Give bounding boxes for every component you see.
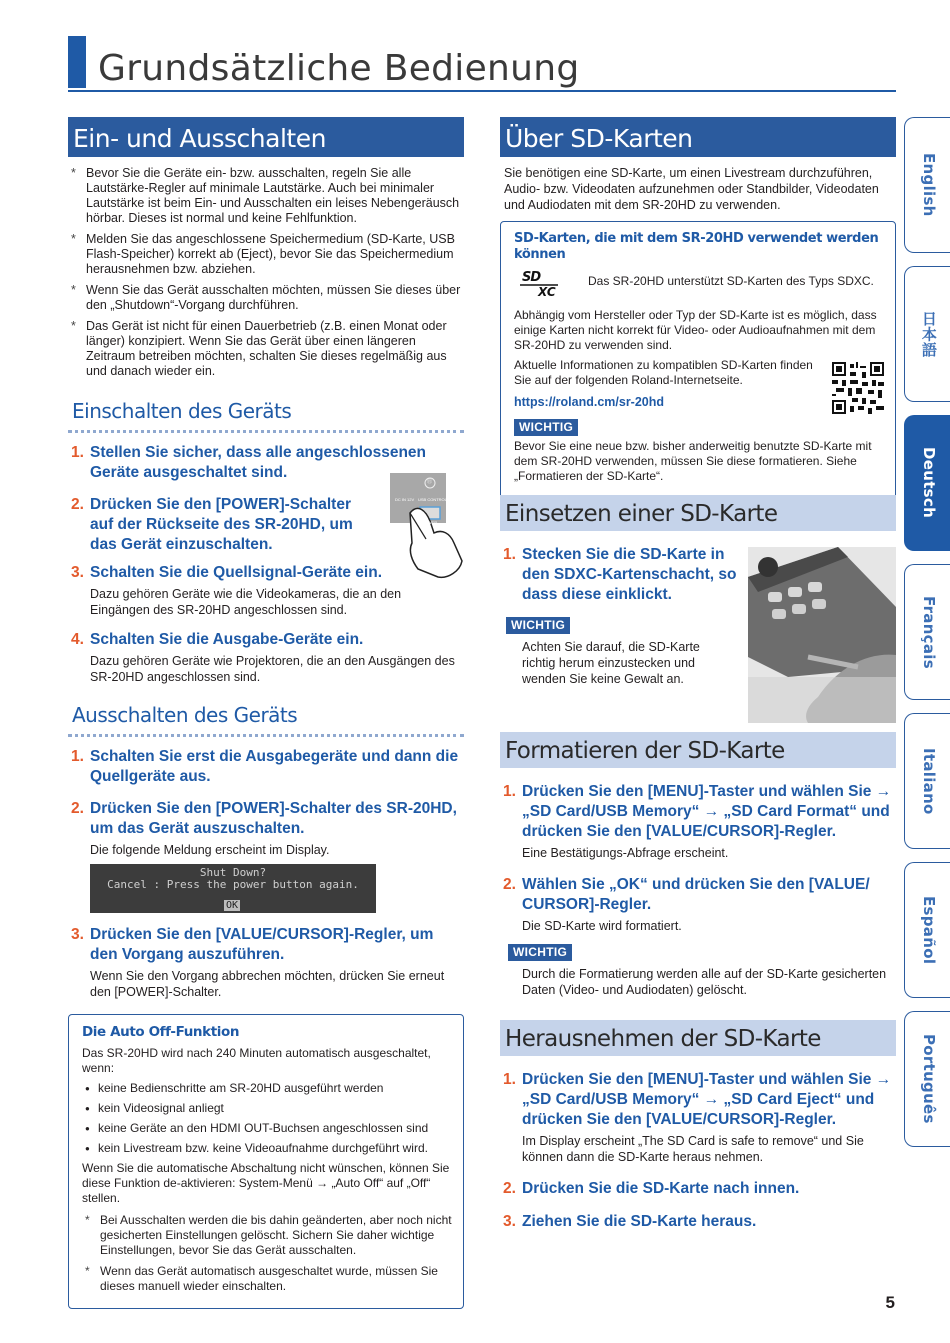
insert-section	[500, 495, 896, 687]
panel-label-right: USB CONTROL	[418, 497, 447, 502]
page-title: Grundsätzliche Bedienung	[98, 48, 580, 89]
step-text: Drücken Sie den [VALUE/CURSOR]-Regler, um den Vorgang auszuführen.	[90, 926, 434, 963]
step-text: Drücken Sie die SD-Karte nach innen.	[522, 1180, 800, 1197]
step-description: Die folgende Meldung erscheint im Display.	[90, 843, 330, 857]
format-heading: Formatieren der SD-Karte	[500, 732, 896, 768]
auto-off-box	[68, 1014, 464, 1309]
step-description: Eine Bestätigungs-Abfrage erscheint.	[522, 846, 729, 860]
panel-label-top: Ⓡ	[427, 479, 433, 485]
lcd-line: Shut Down?	[199, 866, 267, 879]
tab-italiano[interactable]	[904, 713, 950, 849]
condition-item: ● kein Livestream bzw. keine Videoaufnahme durchgeführt wird.	[82, 1141, 455, 1156]
step-description: Die SD-Karte wird formatiert.	[522, 919, 682, 933]
format-step	[500, 782, 896, 861]
auto-off-notes	[82, 1213, 455, 1294]
sd-intro: Sie benötigen eine SD-Karte, um einen Livestream durchzuführen, Audio- bzw. Videodaten aufzunehmen oder Standbilder, Videodaten und Audiodaten mit dem SR-20HD zu verwenden.	[504, 166, 879, 212]
step-number: 2.	[71, 800, 84, 817]
sdxc-logo-top: SD	[522, 269, 541, 285]
important-badge: WICHTIG	[514, 419, 578, 436]
tab-label: English	[919, 153, 938, 217]
step-number: 2.	[503, 876, 516, 893]
step-text: Wählen Sie „OK“ und drücken Sie den [VALUE/ CURSOR]-Regler.	[522, 876, 870, 913]
tab-label: Español	[919, 895, 938, 965]
auto-off-conditions	[82, 1081, 455, 1156]
power-off-step	[68, 747, 464, 787]
remove-heading: Herausnehmen der SD-Karte	[500, 1020, 896, 1056]
step-number: 1.	[503, 1071, 516, 1088]
power-note: * Melden Sie das angeschlossene Speichermedium (SD-Karte, USB Flash-Speicher) korrekt ab (Eject), bevor Sie das Speichermedium herausnehmen bzw. abziehen.	[68, 232, 464, 277]
power-off-section	[68, 703, 464, 1000]
auto-off-note: * Bei Ausschalten werden die bis dahin geänderten, aber noch nicht gesicherten Einstellungen gelöscht. Sichern Sie daher wichtige Einstellungen, bevor Sie das Gerät ausschalten.	[82, 1213, 455, 1258]
step-text: Ziehen Sie die SD-Karte heraus.	[522, 1213, 757, 1230]
tab-francais[interactable]	[904, 564, 950, 700]
title-rule	[68, 90, 896, 92]
step-text: Schalten Sie die Ausgabe-Geräte ein.	[90, 631, 364, 648]
step-number: 3.	[503, 1213, 516, 1230]
power-note: * Wenn Sie das Gerät ausschalten möchten, müssen Sie dieses über den „Shutdown“-Vorgang durchführen.	[68, 283, 464, 313]
format-important-text: Durch die Formatierung werden alle auf der SD-Karte gesicherten Daten (Video- und Audiodaten) gelöscht.	[522, 967, 887, 997]
power-notes	[68, 166, 464, 379]
panel-label-bottom: POWER	[422, 520, 438, 525]
power-off-heading: Ausschalten des Geräts	[72, 703, 298, 727]
power-on-step	[68, 630, 464, 685]
step-number: 3.	[71, 926, 84, 943]
tab-label: Italiano	[919, 747, 938, 815]
lcd-display	[90, 864, 376, 913]
page-number: 5	[885, 1293, 895, 1312]
remove-step	[500, 1179, 896, 1199]
power-on-step	[68, 495, 358, 555]
tab-label: Français	[919, 595, 938, 669]
lcd-line: Cancel : Press the power button again.	[107, 878, 359, 891]
step-description: Dazu gehören Geräte wie Projektoren, die an den Ausgängen des SR-20HD angeschlossen sind.	[90, 654, 455, 684]
step-number: 1.	[503, 546, 516, 563]
important-badge: WICHTIG	[508, 944, 572, 961]
step-text: Drücken Sie den [POWER]-Schalter auf der Rückseite des SR-20HD, um das Gerät einzuschalten.	[90, 496, 353, 553]
tab-label: Português	[919, 1034, 938, 1124]
step-number: 1.	[71, 748, 84, 765]
sdxc-logo-bottom: XC	[538, 284, 556, 299]
tab-english[interactable]	[904, 117, 950, 253]
step-number: 1.	[71, 444, 84, 461]
power-off-step	[68, 799, 464, 913]
dotted-rule	[68, 430, 464, 433]
step-text: Drücken Sie den [POWER]-Schalter des SR-20HD, um das Gerät auszuschalten.	[90, 800, 457, 837]
tab-espanol[interactable]	[904, 862, 950, 998]
step-description: Dazu gehören Geräte wie die Videokameras, die an den Eingängen des SR-20HD angeschlossen sind.	[90, 587, 402, 617]
insert-heading: Einsetzen einer SD-Karte	[500, 495, 896, 531]
dotted-rule	[68, 734, 464, 737]
remove-section	[500, 1020, 896, 1232]
tab-label: 日本語	[919, 311, 938, 357]
step-number: 2.	[71, 496, 84, 513]
right-column	[500, 117, 896, 1230]
step-text: Drücken Sie den [MENU]-Taster und wählen Sie → „SD Card/USB Memory“ → „SD Card Eject“ und drücken Sie den [VALUE/CURSOR]-Regler.	[522, 1071, 892, 1128]
sd-important-text: Bevor Sie eine neue bzw. bisher anderweitig benutzte SD-Karte mit dem SR-20HD verwenden, müssen Sie diese formatieren. Siehe „Formatieren der SD-Karte“.	[514, 439, 872, 484]
sd-heading: Über SD-Karten	[500, 117, 896, 157]
insert-step	[500, 545, 740, 605]
step-number: 4.	[71, 631, 84, 648]
tab-label: Deutsch	[919, 447, 938, 519]
condition-item: ● keine Bedienschritte am SR-20HD ausgeführt werden	[82, 1081, 455, 1096]
step-number: 3.	[71, 564, 84, 581]
power-heading: Ein- und Ausschalten	[68, 117, 464, 157]
sdxc-row	[514, 270, 885, 304]
tab-japanese[interactable]	[904, 266, 950, 402]
qr-code-icon	[832, 362, 884, 414]
sd-compat-box	[500, 221, 896, 503]
format-section	[500, 732, 896, 998]
step-text: Stecken Sie die SD-Karte in den SDXC-Kartenschacht, so dass diese einklickt.	[522, 546, 737, 603]
format-step	[500, 875, 896, 934]
step-text: Stellen Sie sicher, dass alle angeschlossenen Geräte ausgeschaltet sind.	[90, 444, 426, 481]
auto-off-outro: Wenn Sie die automatische Abschaltung nicht wünschen, können Sie diese Funktion de-aktivieren: System-Menü → „Auto Off“ auf „Off“ stellen.	[82, 1160, 450, 1205]
auto-off-title: Die Auto Off-Funktion	[82, 1024, 240, 1040]
power-off-step	[68, 925, 464, 1000]
sd-compat-link-text: Aktuelle Informationen zu kompatiblen SD-Karten finden Sie auf der folgenden Roland-Internetseite.	[514, 357, 813, 387]
power-on-heading: Einschalten des Geräts	[72, 399, 292, 423]
power-on-step	[68, 563, 464, 618]
remove-step	[500, 1070, 896, 1165]
step-text: Schalten Sie erst die Ausgabegeräte und dann die Quellgeräte aus.	[90, 748, 459, 785]
power-on-section	[68, 399, 464, 685]
lcd-ok: OK	[226, 900, 239, 911]
auto-off-intro: Das SR-20HD wird nach 240 Minuten automatisch ausgeschaltet, wenn:	[82, 1045, 431, 1075]
condition-item: ● keine Geräte an den HDMI OUT-Buchsen angeschlossen sind	[82, 1121, 455, 1136]
power-note: * Das Gerät ist nicht für einen Dauerbetrieb (z.B. einen Monat oder länger) konzipiert. Wenn Sie das Gerät über einen längeren Zeitraum betreiben möchten, schalten Sie dieses regelmäßig aus und danach wieder ein.	[68, 319, 464, 379]
step-description: Im Display erscheint „The SD Card is safe to remove“ und Sie können dann die SD-Karte heraus nehmen.	[522, 1134, 864, 1164]
title-accent-bar	[68, 36, 86, 88]
remove-step	[500, 1212, 896, 1232]
tab-deutsch[interactable]	[904, 415, 950, 551]
roland-url-link[interactable]: https://roland.cm/sr-20hd	[514, 394, 665, 409]
power-note: * Bevor Sie die Geräte ein- bzw. ausschalten, regeln Sie alle Lautstärke-Regler auf minimale Lautstärke. Auch bei minimaler Lautstärke ist beim Ein- und Ausschalten ein leises Nebengeräusch hörbar. Dieses ist normal und keine Fehlfunktion.	[68, 166, 464, 226]
step-number: 1.	[503, 783, 516, 800]
step-number: 2.	[503, 1180, 516, 1197]
left-column	[68, 117, 464, 1309]
sdxc-support: Das SR-20HD unterstützt SD-Karten des Typs SDXC.	[588, 273, 874, 288]
sd-compat-title: SD-Karten, die mit dem SR-20HD verwendet werden können	[514, 231, 879, 263]
insert-important-text: Achten Sie darauf, die SD-Karte richtig herum einzustecken und wenden Sie keine Gewalt an.	[522, 640, 700, 686]
step-description: Wenn Sie den Vorgang abbrechen möchten, drücken Sie erneut den [POWER]-Schalter.	[90, 969, 445, 999]
important-badge: WICHTIG	[506, 617, 570, 634]
auto-off-note: * Wenn das Gerät automatisch ausgeschaltet wurde, müssen Sie dieses manuell wieder einschalten.	[82, 1264, 455, 1294]
tab-portugues[interactable]	[904, 1011, 950, 1147]
condition-item: ● kein Videosignal anliegt	[82, 1101, 455, 1116]
sd-insert-photo	[748, 547, 896, 723]
step-text: Drücken Sie den [MENU]-Taster und wählen Sie → „SD Card/USB Memory“ → „SD Card Format“ und drücken Sie den [VALUE/CURSOR]-Regler.	[522, 783, 892, 840]
sdxc-logo	[518, 270, 560, 300]
sd-compat-text: Abhängig vom Hersteller oder Typ der SD-Karte ist es möglich, dass einige Karten nicht korrekt für Video- oder Audioaufnahmen mit dem SR-20HD zu verwenden sind.	[514, 307, 877, 352]
step-text: Schalten Sie die Quellsignal-Geräte ein.	[90, 564, 383, 581]
panel-label-left: DC IN 12V	[395, 497, 415, 502]
